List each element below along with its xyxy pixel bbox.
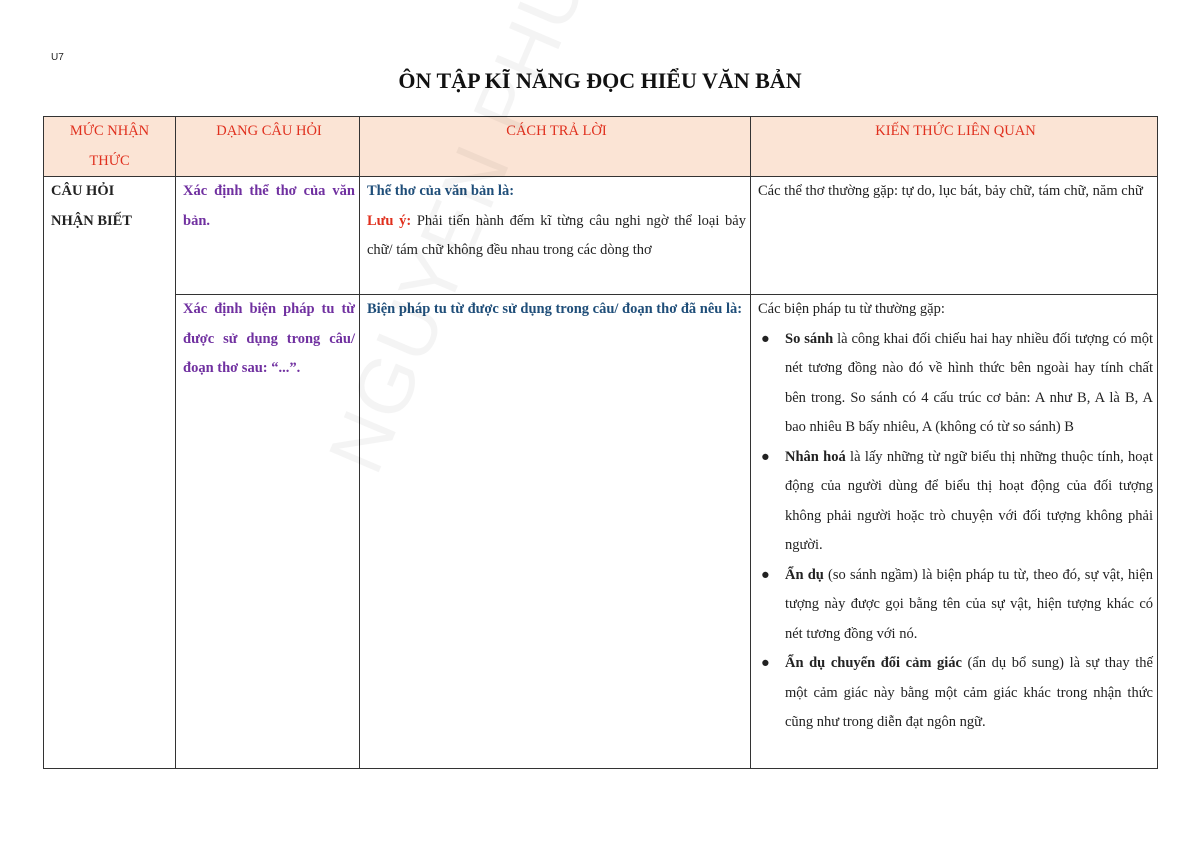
note-label: Lưu ý: xyxy=(367,212,412,229)
level-cell: CÂU HỎI NHẬN BIẾT xyxy=(44,177,176,769)
table-row xyxy=(44,295,1158,769)
header-row xyxy=(44,117,1158,177)
knowledge-cell: Các thể thơ thường gặp: tự do, lục bát, bảy chữ, tám chữ, năm chữ xyxy=(751,177,1158,295)
note-text: Phải tiến hành đếm kĩ từng câu nghi ngờ thể loại bảy chữ/ tám chữ không đều nhau trong các dòng thơ xyxy=(367,212,746,258)
technique-text: là công khai đối chiếu hai hay nhiều đối tượng có một nét tương đồng nào đó về hình thức bên ngoài hay tính chất bên trong. So sánh có 4 cấu trúc cơ bản: A như B, A là B, A bao nhiêu B bấy nhiêu, A (không có từ so sánh) B xyxy=(785,330,1153,435)
technique-term: Ẩn dụ xyxy=(785,566,824,583)
list-item xyxy=(758,561,1153,650)
bullet-icon: ● xyxy=(761,655,770,671)
table-row xyxy=(44,177,1158,295)
note xyxy=(367,207,746,266)
technique-text: (so sánh ngầm) là biện pháp tu từ, theo đó, sự vật, hiện tượng này được gọi bằng tên của sự vật, hiện tượng khác có nét tương đồng với nó. xyxy=(785,566,1153,642)
answer-cell: Biện pháp tu từ được sử dụng trong câu/ đoạn thơ đã nêu là: xyxy=(360,295,751,769)
bullet-icon: ● xyxy=(761,330,770,347)
technique-term: Nhân hoá xyxy=(785,448,846,465)
list-item xyxy=(758,443,1153,561)
header-related-knowledge: KIẾN THỨC LIÊN QUAN xyxy=(751,117,1158,177)
page-title: ÔN TẬP KĨ NĂNG ĐỌC HIỂU VĂN BẢN xyxy=(398,68,802,93)
question-cell: Xác định thể thơ của văn bản. xyxy=(176,177,360,295)
answer-cell xyxy=(360,177,751,295)
header-level: MỨC NHẬN THỨC xyxy=(44,117,176,177)
bullet-icon: ● xyxy=(761,566,770,583)
list-item xyxy=(758,325,1153,443)
review-table xyxy=(43,116,1158,769)
document-code: U7 xyxy=(51,52,64,63)
technique-text: là lấy những từ ngữ biểu thị những thuộc tính, hoạt động của người dùng để biểu thị hoạt động của đối tượng không phải người hoặc trò chuyện với đối tượng không phải người. xyxy=(785,448,1153,553)
answer-text: Thể thơ của văn bản là: xyxy=(367,183,515,199)
list-item xyxy=(758,649,1153,738)
header-answer-method: CÁCH TRẢ LỜI xyxy=(360,117,751,177)
technique-term: So sánh xyxy=(785,330,834,347)
knowledge-cell xyxy=(751,295,1158,769)
technique-text: (ẩn dụ bổ sung) là sự thay thế một cảm giác này bằng một cảm giác khác trong nhận thức cũng như trong diễn đạt ngôn ngữ. xyxy=(785,655,1153,730)
header-question-type: DẠNG CÂU HỎI xyxy=(176,117,360,177)
knowledge-intro: Các biện pháp tu từ thường gặp: xyxy=(758,301,945,317)
bullet-icon: ● xyxy=(761,448,770,465)
question-cell: Xác định biện pháp tu từ được sử dụng trong câu/ đoạn thơ sau: “...”. xyxy=(176,295,360,769)
technique-list xyxy=(758,325,1153,738)
technique-term: Ẩn dụ chuyển đổi cảm giác xyxy=(785,655,962,671)
